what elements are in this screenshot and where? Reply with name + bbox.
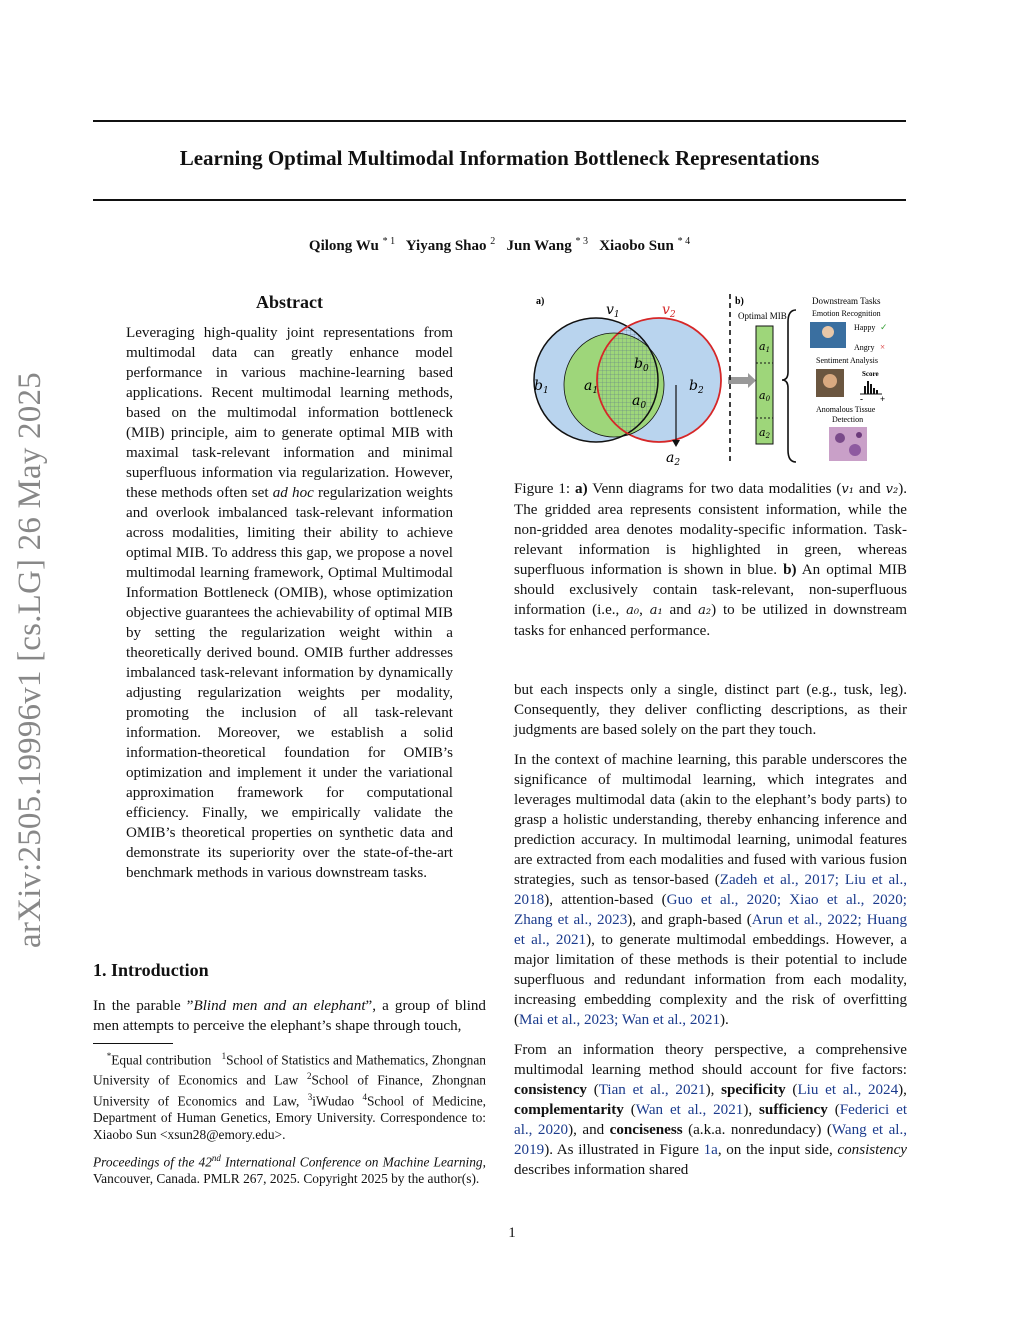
mib-a0: a0 [759,389,771,403]
citation-link[interactable]: Tian et al., 2021 [598,1082,706,1098]
figure-label-b: b) [735,296,744,307]
citation-link[interactable]: Zadeh et al., 2017; Liu et al., 2018 [514,872,907,908]
downstream-title: Downstream Tasks [812,296,881,306]
citation-link[interactable]: Arun et al., 2022; Huang et al., 2021 [514,912,907,948]
footnote-proceedings [93,1150,486,1187]
caption-bold: b) [783,562,797,578]
score-minus: - [860,394,863,404]
citation-link[interactable]: Federici et al., 2020 [514,1102,908,1138]
caption-bold: a) [575,481,588,497]
proceedings-text: , Vancouver, Canada. PMLR 267, 2025. Copyright 2025 by the author(s). [93,1154,486,1187]
paragraph-text: , on the input side, [717,1142,838,1158]
citation-link[interactable]: Wang et al., 2019 [514,1122,908,1158]
paragraph-text: ). As illustrated in Figure [544,1142,704,1158]
score-bar [873,388,875,394]
citation-link[interactable]: Guo et al., 2020; Xiao et al., 2020; Zhang et al., 2023 [514,892,907,928]
caption-text: ). The gridded area represents consistent information, while the non-gridded area denotes modality-specific information. Task-relevant information is highlighted in green, whereas superfluous information is shown in blue. [514,481,908,578]
cross-icon: × [880,342,886,352]
sentiment-label: Sentiment Analysis [816,356,878,365]
caption-math: v₂ [885,482,899,497]
citation-link[interactable]: Wan et al., 2021 [635,1102,744,1118]
mib-arrow-body [728,377,748,384]
abstract-text: regularization weights and overlook imbalanced task-relevant information across modalities, limiting their ability to achieve optimal MIB. To address this gap, we propose a novel multimodal learning framework, Optimal Multimodal Information Bottleneck (OMIB), whose optimization objective guarantees the achievability of optimal MIB by setting the regularization weight within a theoretically derived bound. OMIB further addresses imbalanced task-relevant information by dynamically adjusting regularization weights per modality, promoting the inclusion of all task-relevant information. Moreover, we establish a solid information-theoretical foundation for OMIB’s optimization and implement it under the variational approximation framework for computational efficiency. Finally, we empirically validate the OMIB’s theoretical properties on synthetic data and demonstrate its superiority over the state-of-the-art benchmark methods in various downstream tasks. [126,485,453,881]
caption-label: Figure 1: [514,481,571,497]
figure-caption [514,479,907,641]
score-bar [864,386,866,394]
label-a2: $a_2$ [666,450,681,468]
figure-1 [514,290,907,470]
title-bottom-rule [93,199,906,201]
emotion-label: Emotion Recognition [812,309,881,318]
tissue-image [829,427,867,461]
caption-math: v₁ [841,482,854,497]
footnote-equal: Equal contribution [111,1052,212,1068]
author-name: Xiaobo Sun [599,238,674,254]
mib-arrow-head [748,373,756,388]
author-marks: * 1 [382,236,396,247]
score-bar [870,384,872,394]
right-column [514,680,907,1180]
author-name: Qilong Wu [308,238,379,254]
tissue-spot [856,432,862,438]
author-marks: * 3 [575,236,588,247]
term-bold: specificity [721,1082,786,1098]
figure-label-a: a) [536,296,545,307]
label-b2: $b_2$ [689,378,704,396]
caption-text: and [662,602,699,618]
paragraph-text: From an information theory perspective, a comprehensive multimodal learning method should account for five factors: [514,1042,907,1078]
footnote-rule [93,1043,173,1044]
paragraph [514,750,907,1030]
citation-link[interactable]: Mai et al., 2023; Wan et al., 2021 [519,1012,721,1028]
author-list [93,236,906,255]
paragraph-text: ), to generate multimodal embeddings. However, a major limitation of these methods is their potential to include superfluous and redundant information from each modality, increasing embedding complexity and the risk of overfitting ( [514,932,907,1028]
proceedings-italic: International Conference on Machine Learning [220,1154,483,1170]
paragraph: but each inspects only a single, distinct part (e.g., tusk, leg). Consequently, they deliver conflicting descriptions, as their judgments are based solely on the part they touch. [514,682,907,738]
term-bold: conciseness [609,1122,683,1138]
intro-paragraph [93,996,486,1036]
anomalous-label-2: Detection [832,415,864,424]
caption-text: An optimal MIB should exclusively contain task-relevant, non-superfluous information (i.e., [514,562,907,618]
score-bar [867,381,869,394]
curly-brace [782,310,796,462]
label-a1: $a_1$ [584,378,599,396]
paragraph-text: describes information shared [514,1162,689,1178]
author-name: Yiyang Shao [405,238,487,254]
page-number: 1 [508,1225,516,1241]
label-b0: $b_0$ [634,356,649,374]
caption-text: ) to be utilized in downstream tasks for enhanced performance. [514,602,908,639]
mib-a2: a2 [759,426,771,440]
label-b1: $b_1$ [534,378,549,396]
footnote-affil: School of Statistics and Mathematics, Zhongnan University of Economics and Law [93,1052,487,1088]
footnote-affil: School of Medicine, Department of Human Genetics, Emory University. [93,1093,486,1126]
emotion-face [822,326,834,338]
author-name: Jun Wang [506,238,572,254]
intro-text: ”, a group of blind men attempts to perceive the elephant’s shape through touch, [93,998,486,1034]
term-bold: complementarity [514,1102,624,1118]
term-bold: sufficiency [759,1102,828,1118]
arxiv-identifier: arXiv:2505.19996v1 [cs.LG] 26 May 2025 [12,372,48,948]
optimal-mib-label: Optimal MIB [738,311,787,321]
anomalous-label-1: Anomalous Tissue [816,405,876,414]
caption-text: Venn diagrams for two data modalities ( [587,481,842,497]
score-plus: + [880,394,886,404]
intro-text: In the parable ” [93,998,194,1014]
label-v2: $v_2$ [662,302,676,320]
arrow-head [672,440,680,447]
proceedings-italic: Proceedings of the 42 [93,1154,212,1170]
abstract-text: Leveraging high-quality joint representations from multimodal data can greatly enhance model performance in various machine-learning based applications. Recent multimodal learning methods, based on the multimodal information bottleneck (MIB) principle, aim to generate optimal MIB with maximal task-relevant information and minimal superfluous information via regularization. However, these methods often set [126,325,453,501]
paragraph-text: (a.k.a. nonredundacy) ( [682,1122,832,1138]
term-italic: consistency [837,1142,907,1158]
caption-math: a₂ [698,603,712,618]
author-marks: * 4 [677,236,691,247]
footnote-correspondence: Correspondence to: Xiaobo Sun <xsun28@emory.edu>. [93,1110,486,1143]
label-a0: $a_0$ [632,393,647,411]
abstract-heading: Abstract [256,292,323,312]
sentiment-face [823,374,837,388]
title-top-rule [93,120,906,122]
tissue-spot [835,433,845,443]
term-bold: consistency [514,1082,587,1098]
proceedings-sup: nd [211,1153,221,1163]
mib-a1: a1 [759,340,771,354]
citation-link[interactable]: Liu et al., 2024 [797,1082,899,1098]
caption-text: and [853,481,886,497]
section-heading-introduction: 1. Introduction [93,960,209,980]
happy-label: Happy [854,323,876,332]
footnote-affil: iWudao [312,1093,355,1109]
abstract-body [126,323,453,883]
paragraph: From an information theory perspective, a comprehensive multimodal learning method should account for five factors: consistency (Tian et al., 2021), specificity (Liu et al., 2024), complementarity (Wan et al., 2021), sufficiency (Federici et al., 2020), and conciseness (a.k.a. nonredundacy) (Wang et al., 2019). As illustrated in Figure 1a, on the input side, consistency describes information shared [514,1042,908,1178]
paragraph-text: ), attention-based ( [544,892,667,908]
score-bar [876,390,878,394]
footnote-affiliations: *Equal contribution $^1$School of Statistics and Mathematics, Zhongnan University of Economics and Law $^2$School of Finance, Zhongnan University of Economics and Law, $^3$iWudao $^4$School of Medicine, Department of Human Genetics, Emory University. Correspondence to: Xiaobo Sun <xsun28@emory.edu>. [93,1051,487,1143]
paragraph-text: In the context of machine learning, this parable underscores the significance of multimodal learning, which integrates and leverages multimodal data (akin to the elephant’s body parts) to grasp a holistic understanding, thereby enhancing inference and prediction accuracy. In multimodal learning, unimodal features are extracted from each modalities and fused with various fusion strategies, such as tensor-based ( [514,752,907,888]
intro-italic: Blind men and an elephant [193,998,366,1014]
author-marks: 2 [490,236,496,247]
figure-ref-link[interactable]: 1a [703,1142,718,1158]
caption-math: a₀ [626,603,640,618]
paragraph-text: ), and graph-based ( [627,912,752,928]
abstract-italic: ad hoc [272,485,314,501]
angry-label: Angry [854,343,875,352]
paper-title: Learning Optimal Multimodal Information Bottleneck Representations [179,146,820,170]
caption-math: a₁ [649,603,663,618]
footnote-affil: School of Finance, Zhongnan University of Economics and Law [93,1072,486,1109]
score-label: Score [862,370,879,378]
tissue-spot [849,444,861,456]
label-v1: $v_1$ [606,302,620,320]
check-icon: ✓ [880,322,888,332]
paragraph-text: ). [720,1012,729,1028]
caption-text: , [639,602,650,618]
